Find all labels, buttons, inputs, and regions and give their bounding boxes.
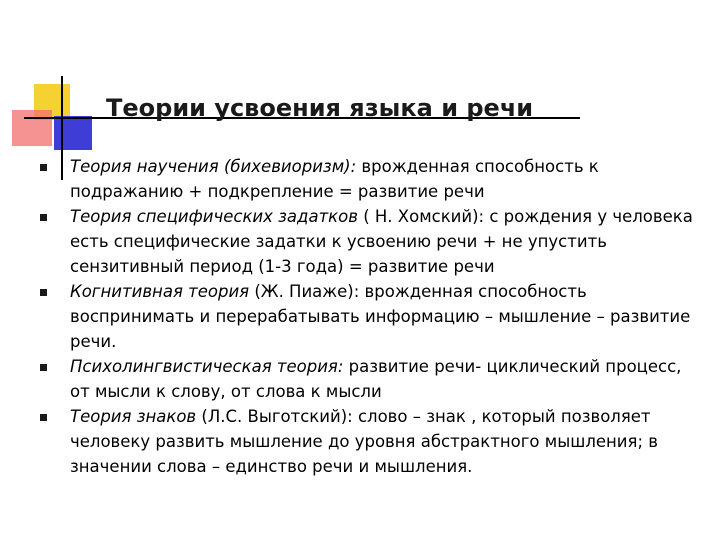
- list-item: [40, 154, 700, 204]
- list-item: [40, 404, 700, 479]
- list-item: [40, 204, 700, 279]
- theory-name: Психолингвистическая теория:: [70, 357, 344, 376]
- list-item: [40, 354, 700, 404]
- bullet-icon: [40, 414, 47, 421]
- slide-title: Теории усвоения языка и речи: [106, 94, 534, 122]
- theory-name: Когнитивная теория: [70, 282, 250, 301]
- bullet-icon: [40, 364, 47, 371]
- theory-description: (Ж. Пиаже): врожденная способность воспринимать и перерабатывать информацию – мышление – развитие речи.: [70, 282, 691, 351]
- theory-name: Теория знаков: [70, 407, 197, 426]
- theory-name: Теория специфических задатков: [70, 207, 358, 226]
- theory-name: Теория научения (бихевиоризм):: [70, 157, 357, 176]
- decor-red-square: [12, 110, 52, 146]
- theory-description: врожденная способность к подражанию + подкрепление = развитие речи: [70, 157, 599, 201]
- bullet-list: [40, 154, 700, 479]
- bullet-icon: [40, 289, 47, 296]
- bullet-icon: [40, 214, 47, 221]
- theory-description: (Л.С. Выготский): слово – знак , который позволяет человеку развить мышление до уровня абстрактного мышления; в значении слова – единство речи и мышления.: [70, 407, 658, 476]
- bullet-icon: [40, 164, 47, 171]
- theory-description: развитие речи- циклический процесс, от мысли к слову, от слова к мысли: [70, 357, 682, 401]
- decor-blue-square: [54, 116, 92, 150]
- theory-description: ( Н. Хомский): с рождения у человека есть специфические задатки к усвоению речи + не упустить сензитивный период (1-3 года) = развитие речи: [70, 207, 693, 276]
- list-item: [40, 279, 700, 354]
